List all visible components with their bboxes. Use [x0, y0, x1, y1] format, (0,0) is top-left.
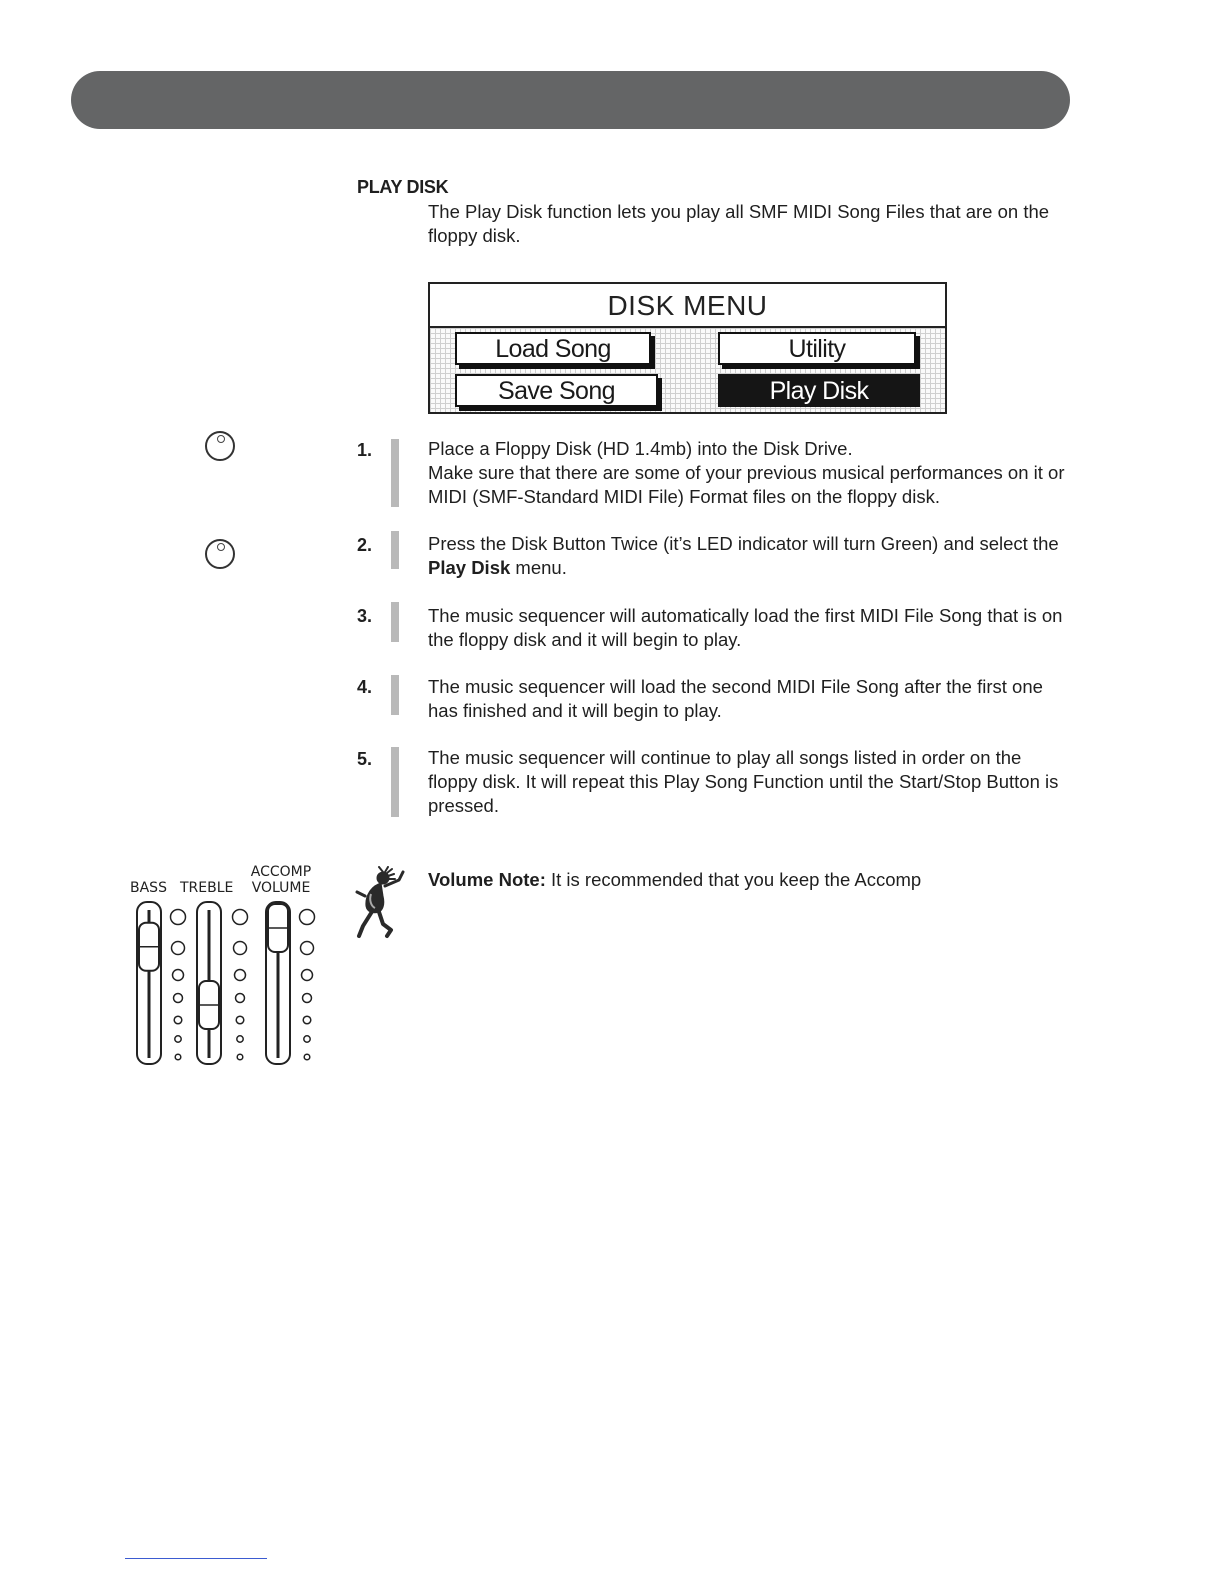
volume-note-text: It is recommended that you keep the Accomp [545, 869, 922, 890]
level-dot [300, 910, 315, 925]
step-bar [391, 439, 399, 507]
volume-note [428, 868, 921, 892]
step-text [428, 437, 1068, 509]
disk-button-knob-icon [205, 539, 235, 569]
step-text-part: Press the Disk Button Twice (it’s LED indicator will turn Green) and select the [428, 533, 1059, 554]
treble-label: TREBLE [180, 880, 234, 896]
step-line: Make sure that there are some of your previous musical performances on it or MIDI (SMF-Standard MIDI File) Format files on the floppy disk. [428, 462, 1065, 507]
level-dot [235, 970, 246, 981]
step-text: The music sequencer will load the second MIDI File Song after the first one has finished and it will begin to play. [428, 676, 1043, 721]
level-dot [174, 994, 183, 1003]
intro-text: The Play Disk function lets you play all SMF MIDI Song Files that are on the floppy disk. [428, 201, 1050, 246]
level-dot [233, 910, 248, 925]
level-dot [303, 1016, 311, 1024]
step-number: 2. [357, 535, 373, 555]
level-dot [175, 1036, 181, 1042]
level-dot [237, 1054, 243, 1060]
step-bar [391, 747, 399, 817]
section-title: PLAY DISK [357, 177, 449, 197]
sliders-svg [126, 898, 326, 1108]
level-dot [236, 1016, 244, 1024]
level-dot [303, 994, 312, 1003]
level-dot [173, 970, 184, 981]
level-dot [236, 994, 245, 1003]
step-number: 1. [357, 440, 373, 460]
level-dot [175, 1054, 181, 1060]
level-dot [172, 942, 185, 955]
level-dot [237, 1036, 243, 1042]
disk-menu-title: DISK MENU [430, 284, 945, 328]
level-dot [174, 1016, 182, 1024]
step-number: 3. [357, 606, 373, 626]
step-bar [391, 675, 399, 715]
step-line: Place a Floppy Disk (HD 1.4mb) into the Disk Drive. [428, 438, 853, 459]
accomp-label-line: ACCOMP [250, 864, 312, 880]
bass-label: BASS [130, 880, 167, 896]
play-disk-button[interactable]: Play Disk [718, 374, 920, 407]
disk-menu-display [428, 282, 947, 414]
kokopelli-icon [353, 866, 409, 942]
level-dot [301, 942, 314, 955]
footer-rule [125, 1558, 267, 1559]
header-bar [71, 71, 1070, 129]
disk-menu-grid [430, 328, 945, 412]
accomp-volume-label [248, 864, 314, 896]
disk-drive-knob-icon [205, 431, 235, 461]
level-dot [234, 942, 247, 955]
utility-button[interactable]: Utility [718, 332, 916, 365]
step-text-part: menu. [510, 557, 567, 578]
save-song-button[interactable]: Save Song [455, 374, 658, 407]
level-dot [171, 910, 186, 925]
step-text: The music sequencer will automatically load the first MIDI File Song that is on the floppy disk and it will begin to play. [428, 605, 1063, 650]
step-text [428, 532, 1068, 580]
step-number: 4. [357, 677, 373, 697]
level-dot [304, 1054, 310, 1060]
load-song-button[interactable]: Load Song [455, 332, 651, 365]
accomp-label-line: VOLUME [251, 880, 311, 896]
step-text-bold: Play Disk [428, 557, 511, 578]
step-bar [391, 531, 399, 569]
volume-note-label: Volume Note: [428, 869, 546, 890]
step-bar [391, 602, 399, 642]
level-dot [304, 1036, 310, 1042]
step-number: 5. [357, 749, 373, 769]
step-text: The music sequencer will continue to play all songs listed in order on the floppy disk. It will repeat this Play Song Function until the Start/Stop Button is pressed. [428, 747, 1059, 816]
level-dot [302, 970, 313, 981]
